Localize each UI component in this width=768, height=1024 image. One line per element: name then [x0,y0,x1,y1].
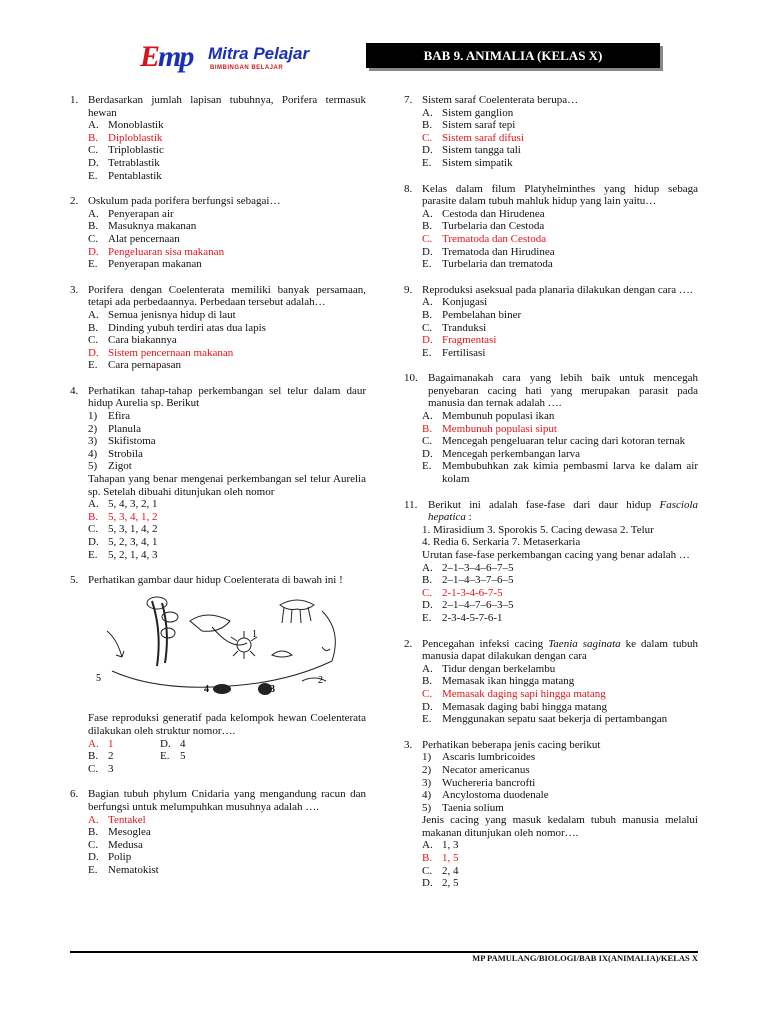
question-text: Berikut ini adalah fase-fase dari daur hidup Fasciola hepatica : [428,498,698,524]
phase-list: 4. Redia 6. Serkaria 7. Metaserkaria [422,536,581,549]
question-1: 1. Berdasarkan jumlah lapisan tubuhnya, Porifera termasuk hewan A. Monoblastik B. Diploblastik C. Triploblastic D. Tetrablastik E. Pentablastik [70,94,366,182]
option: A. Sistem ganglion [422,106,514,119]
question-2: 2. Oskulum pada porifera berfungsi sebagai… A. Penyerapan air B. Masuknya makanan C. Alat pencernaan D. Pengeluaran sisa makanan E. Penyerapan makanan [70,195,366,271]
option: A. Penyerapan air [88,207,174,220]
question-text: Bagian tubuh phylum Cnidaria yang mengandung racun dan berfungsi untuk melumpuhkan musuhnya adalah …. [88,788,366,813]
right-column [404,94,698,903]
stage-item: 2) Planula [88,422,141,435]
option: C. Tranduksi [422,321,487,334]
question-text: Pencegahan infeksi cacing Taenia saginata ke dalam tubuh manusia dapat dilakukan dengan cara [422,637,698,663]
option: C. Cara biakannya [88,334,177,347]
option: C. 3 [88,762,114,775]
diagram-label-3: 3 [270,683,275,695]
logo-subtitle: BIMBINGAN BELAJAR [210,65,284,71]
option-answer: B. Membunuh populasi siput [422,422,557,435]
worm-item: 5) Taenia solium [422,801,504,814]
option: B. Dinding yubuh terdiri atas dua lapis [88,321,266,334]
option-answer: B. 1, 5 [422,852,459,865]
option: B. 2 [88,750,114,763]
option: D. 5, 2, 3, 4, 1 [88,536,158,548]
question-9: 9. Reproduksi aseksual pada planaria dilakukan dengan cara …. A. Konjugasi B. Pembelahan biner C. Tranduksi D. Fragmentasi E. Fertilisasi [404,284,698,360]
diagram-label-4: 4 [204,683,209,695]
coelenterate-life-cycle-diagram [92,591,350,701]
worm-item: 4) Ancylostoma duodenale [422,789,549,802]
option: B. Turbelaria dan Cestoda [422,220,545,233]
worm-item: 1) Ascaris lumbricoides [422,751,536,764]
option-answer: A. Tentakel [88,813,146,826]
question-text: Reproduksi aseksual pada planaria dilakukan dengan cara …. [422,283,693,296]
option: D. Tetrablastik [88,156,160,169]
option: E. Penyerapan makanan [88,258,202,271]
logo-title: Mitra Pelajar [208,44,310,63]
option-answer: D. Sistem pencernaan makanan [88,346,234,359]
diagram-label-5: 5 [96,672,101,684]
option: A. Semua jenisnya hidup di laut [88,308,236,321]
question-text: Perhatikan tahap-tahap perkembangan sel telur dalam daur hidup Aurelia sp. Berikut [88,384,366,410]
question-followup: Urutan fase-fase perkembangan cacing yang benar adalah … [422,549,690,561]
option: E. 2-3-4-5-7-6-1 [422,611,503,624]
logo-mark: Emp [140,40,193,73]
option: B. 2–1–4–3–7–6–5 [422,574,514,587]
option: A. Konjugasi [422,296,488,309]
option: A. 5, 4, 3, 2, 1 [88,498,158,511]
option: E. Pentablastik [88,169,162,182]
option: E. Membubuhkan zak kimia pembasmi larva ke dalam air kolam [422,460,698,486]
question-followup: Fase reproduksi generatif pada kelompok hewan Coelenterata dilakukan oleh struktur nomor…. [88,712,366,737]
stage-item: 1) Efira [88,410,130,423]
diagram-label-2: 2 [318,674,323,686]
option: A. Cestoda dan Hirudenea [422,207,545,220]
option: B. Masuknya makanan [88,220,197,233]
question-text: Sistem saraf Coelenterata berupa… [422,94,579,106]
question-5: 5. Perhatikan gambar daur hidup Coelenterata di bawah ini ! 1 2 3 4 5 Fase reproduksi generatif pada kelompok hewan Coelenterata dilakukan oleh struktur nomor…. A. 1 D. 4 B. 2 E. 5 C. 3 [70,574,366,775]
question-13: 3. Perhatikan beberapa jenis cacing berikut 1) Ascaris lumbricoides 2) Necator americanus 3) Wuchereria bancrofti 4) Ancylostoma duodenale 5) Taenia solium Jenis cacing yang masuk kedalam tubuh manusia melalui makanan ditunjukan oleh nomor…. A. 1, 3 B. 1, 5 C. 2, 4 D. 2, 5 [404,738,698,890]
option-answer: C. Trematoda dan Cestoda [422,232,547,245]
option: D. Memasak daging babi hingga matang [422,700,607,713]
question-followup: Jenis cacing yang masuk kedalam tubuh manusia melalui makanan ditunjukan oleh nomor…. [422,814,698,839]
option-answer: D. Fragmentasi [422,334,497,347]
option: A. Tidur dengan berkelambu [422,662,556,675]
question-6: 6. Bagian tubuh phylum Cnidaria yang mengandung racun dan berfungsi untuk melumpuhkan musuhnya adalah …. A. Tentakel B. Mesoglea C. Medusa D. Polip E. Nematokist [70,788,366,876]
option: E. Turbelaria dan trematoda [422,258,553,271]
mitra-pelajar-logo [140,40,320,80]
stage-item: 4) Strobila [88,447,143,460]
question-text: Oskulum pada porifera berfungsi sebagai… [88,195,281,208]
option: C. 2, 4 [422,864,459,877]
option: D. Sistem tangga tali [422,144,521,157]
question-7: 7. Sistem saraf Coelenterata berupa… A. Sistem ganglion B. Sistem saraf tepi C. Sistem saraf difusi D. Sistem tangga tali E. Sistem simpatik [404,94,698,170]
question-text: Bagaimanakah cara yang lebih baik untuk mencegah penyebaran cacing hati yang merupakan parasit pada manusia dan ternak adalah …. [428,372,698,410]
option: B. Memasak ikan hingga matang [422,675,575,688]
option: C. Triploblastic [88,144,164,157]
option: E. Sistem simpatik [422,156,513,169]
option: A. 1, 3 [422,839,459,852]
option: D. 2–1–4–7–6–3–5 [422,599,514,612]
option-answer: C. Memasak daging sapi hingga matang [422,687,606,700]
option: C. Alat pencernaan [88,232,180,245]
option: B. Sistem saraf tepi [422,119,516,132]
option-answer: A. 1 [88,737,114,750]
option: E. 5 [160,750,186,763]
option: C. 5, 3, 1, 4, 2 [88,523,158,536]
question-10: 10. Bagaimanakah cara yang lebih baik untuk mencegah penyebaran cacing hati yang merupakan parasit pada manusia dan ternak adalah …. A. Membunuh populasi ikan B. Membunuh populasi siput C. Mencegah pengeluaran telur cacing dari kotoran ternak D. Mencegah perkembangan larva E. Membubuhkan zak kimia pembasmi larva ke dalam air kolam [404,372,698,486]
option: E. Menggunakan sepatu saat bekerja di pertambangan [422,713,668,726]
option: D. Mencegah perkembangan larva [422,447,581,460]
option: B. Pembelahan biner [422,308,522,321]
question-8: 8. Kelas dalam filum Platyhelminthes yang hidup sebaga parasite dalam tubuh mahluk hidup yang lain yaitu… A. Cestoda dan Hirudenea B. Turbelaria dan Cestoda C. Trematoda dan Cestoda D. Trematoda dan Hirudinea E. Turbelaria dan trematoda [404,182,698,271]
option-answer: B. Diploblastik [88,131,163,144]
diagram-label-1: 1 [252,628,257,640]
option-answer: C. Sistem saraf difusi [422,131,524,144]
left-column [70,94,366,890]
option: A. 2–1–3–4–6–7–5 [422,561,514,574]
option-grid [70,738,366,776]
option: A. Membunuh populasi ikan [422,410,555,423]
question-text: Perhatikan beberapa jenis cacing berikut [422,738,601,751]
option: D. 4 [160,737,186,750]
option: E. Fertilisasi [422,346,486,359]
question-11: 11. Berikut ini adalah fase-fase dari daur hidup Fasciola hepatica : 1. Mirasidium 3. Sporokis 5. Cacing dewasa 2. Telur 4. Redia 6. Serkaria 7. Metaserkaria Urutan fase-fase perkembangan cacing yang benar adalah … A. 2–1–3–4–6–7–5 B. 2–1–4–3–7–6–5 C. 2-1-3-4-6-7-5 D. 2–1–4–7–6–3–5 E. 2-3-4-5-7-6-1 [404,498,698,624]
stage-item: 3) Skifistoma [88,435,156,448]
worm-item: 3) Wuchereria bancrofti [422,776,536,789]
question-4: 4. Perhatikan tahap-tahap perkembangan sel telur dalam daur hidup Aurelia sp. Berikut 1) Efira 2) Planula 3) Skifistoma 4) Strobila 5) Zigot Tahapan yang benar mengenai perkembangan sel telur Aurelia sp. Setelah dibuahi ditunjukan oleh nomor A. 5, 4, 3, 2, 1 B. 5, 3, 4, 1, 2 C. 5, 3, 1, 4, 2 D. 5, 2, 3, 4, 1 E. 5, 2, 1, 4, 3 [70,384,366,561]
question-text: Kelas dalam filum Platyhelminthes yang hidup sebaga parasite dalam tubuh mahluk hidup yang lain yaitu… [422,182,698,208]
footer-label: MP PAMULANG/BIOLOGI/BAB IX(ANIMALIA)/KELAS X [472,953,698,963]
option: A. Monoblastik [88,119,164,132]
option: E. Nematokist [88,863,159,876]
phase-list: 1. Mirasidium 3. Sporokis 5. Cacing dewasa 2. Telur [422,523,654,536]
question-text: Porifera dengan Coelenterata memiliki banyak persamaan, tetapi ada perbedaannya. Perbedaan tersebut adalah… [88,283,366,309]
question-text: Perhatikan gambar daur hidup Coelenterata di bawah ini ! [88,574,343,587]
option-answer: B. 5, 3, 4, 1, 2 [88,510,158,523]
stage-item: 5) Zigot [88,460,132,473]
option: C. Mencegah pengeluaran telur cacing dari kotoran ternak [422,435,686,448]
option: E. 5, 2, 1, 4, 3 [88,548,158,561]
question-followup: Tahapan yang benar mengenai perkembangan sel telur Aurelia sp. Setelah dibuahi ditunjukan oleh nomor [88,473,366,498]
option-answer: D. Pengeluaran sisa makanan [88,245,225,258]
chapter-title: BAB 9. ANIMALIA (KELAS X) [366,43,660,68]
option: D. Trematoda dan Hirudinea [422,245,555,258]
option-answer: C. 2-1-3-4-6-7-5 [422,586,503,599]
question-text: Berdasarkan jumlah lapisan tubuhnya, Porifera termasuk hewan [88,94,366,119]
option: D. Polip [88,851,132,864]
question-12: 2. Pencegahan infeksi cacing Taenia saginata ke dalam tubuh manusia dapat dilakukan dengan cara A. Tidur dengan berkelambu B. Memasak ikan hingga matang C. Memasak daging sapi hingga matang D. Memasak daging babi hingga matang E. Menggunakan sepatu saat bekerja di pertambangan [404,637,698,726]
worm-item: 2) Necator americanus [422,763,530,776]
option: C. Medusa [88,838,143,851]
option: B. Mesoglea [88,826,151,839]
question-3: 3. Porifera dengan Coelenterata memiliki banyak persamaan, tetapi ada perbedaannya. Perbedaan tersebut adalah… A. Semua jenisnya hidup di laut B. Dinding yubuh terdiri atas dua lapis C. Cara biakannya D. Sistem pencernaan makanan E. Cara pernapasan [70,283,366,372]
option: E. Cara pernapasan [88,359,181,372]
option: D. 2, 5 [422,877,459,890]
